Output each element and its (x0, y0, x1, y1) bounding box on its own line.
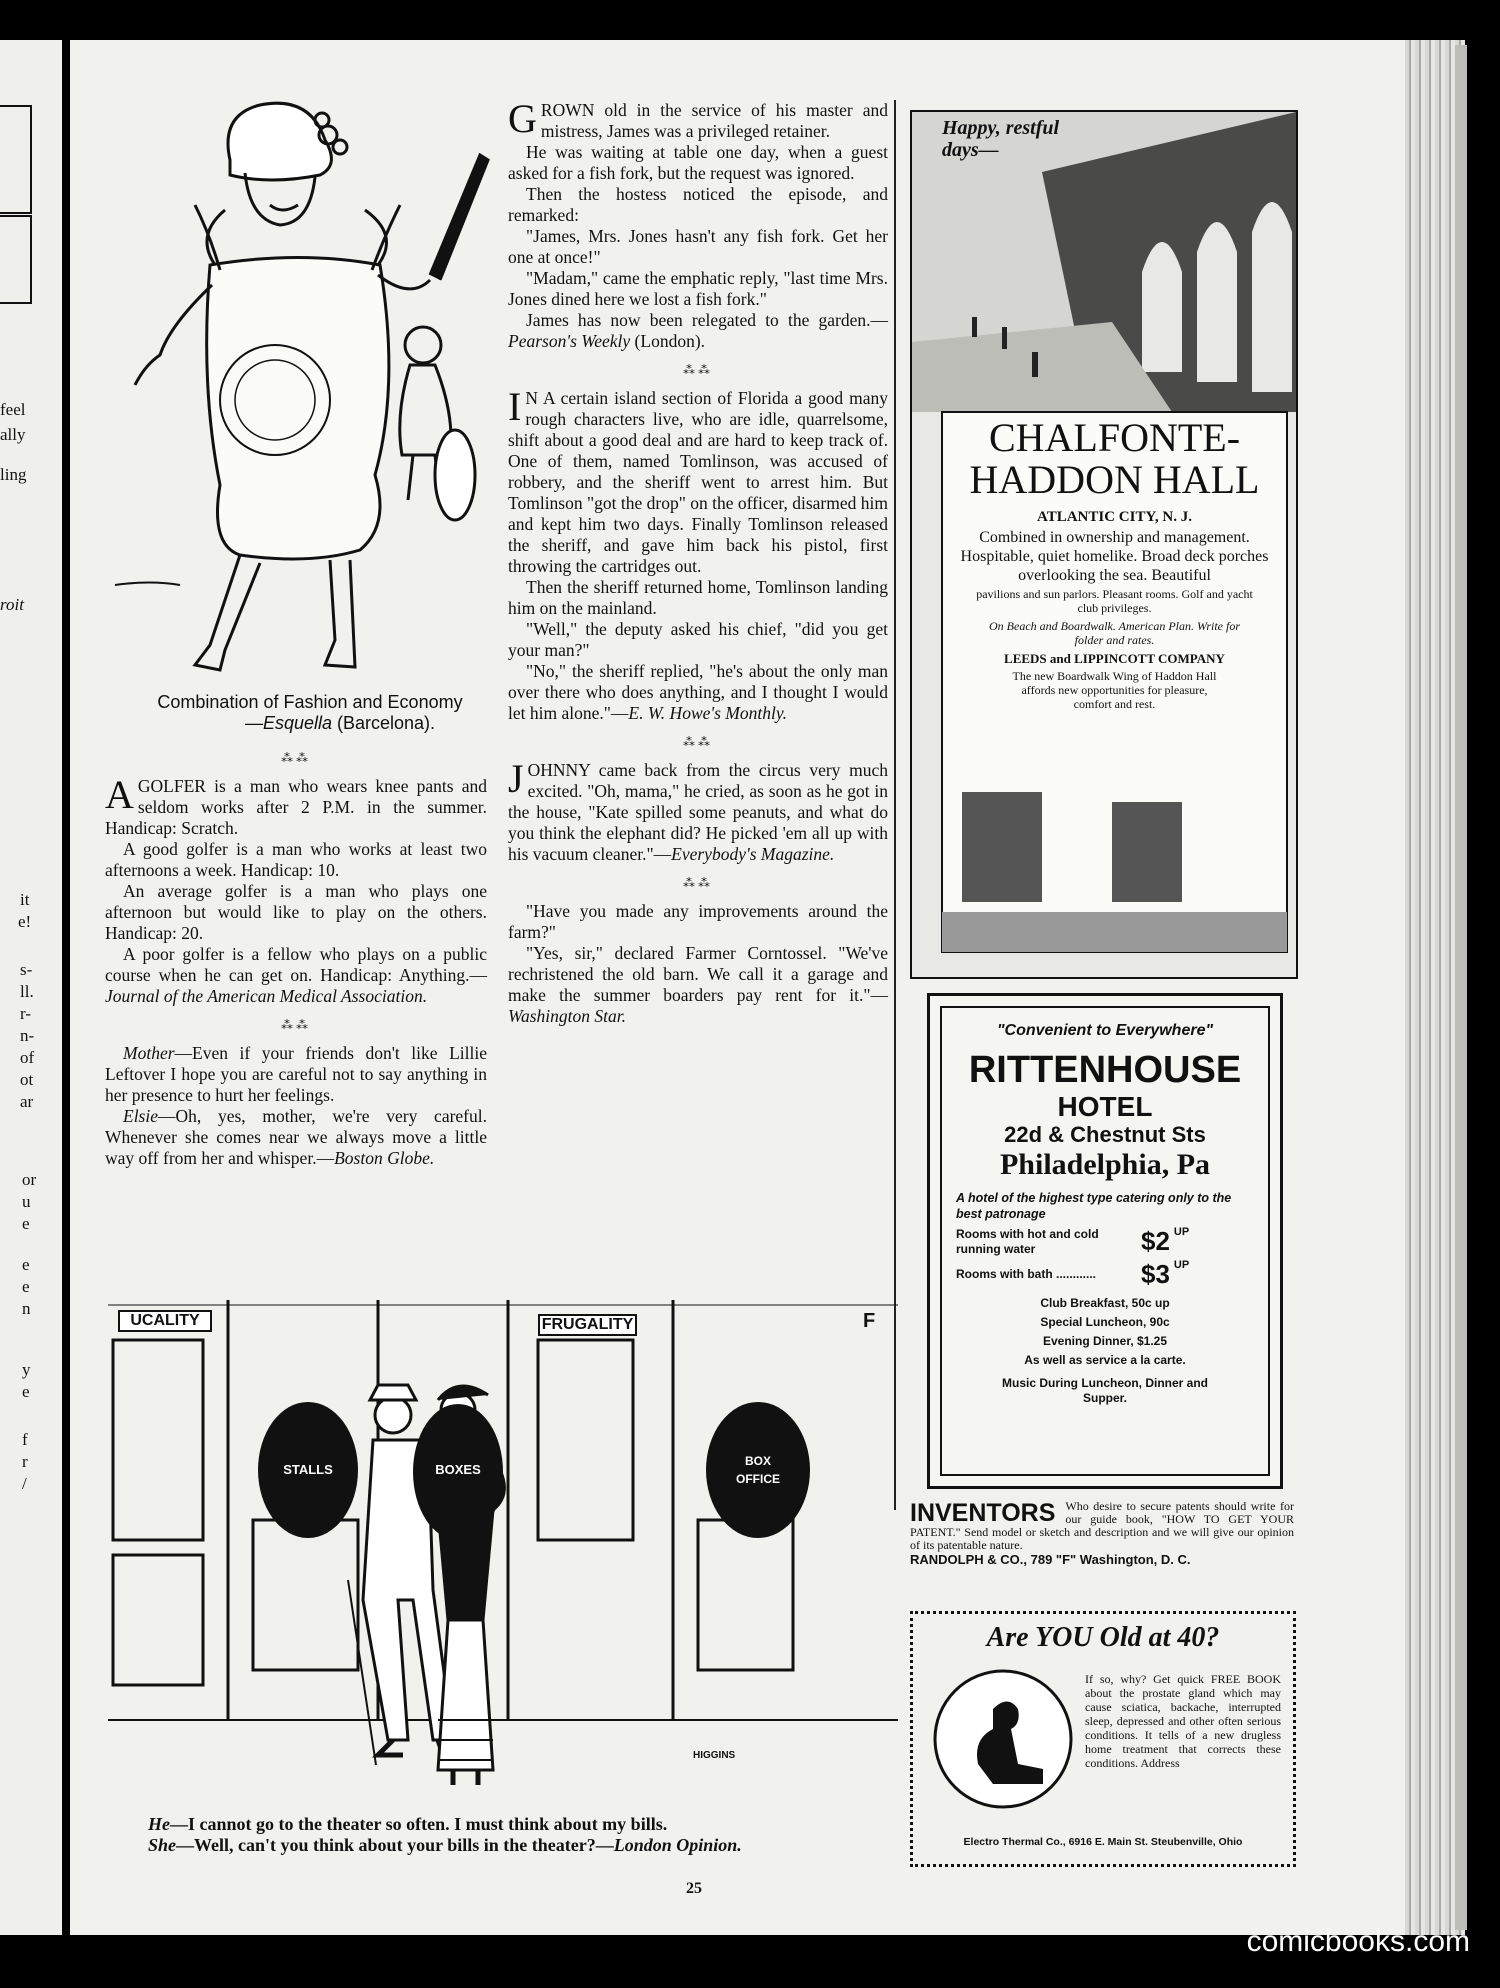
rate-price: $2 (1141, 1226, 1170, 1256)
golfer-joke-p2: A good golfer is a man who works at least two afternoons a week. Handicap: 10. (105, 839, 487, 880)
fragment-text: ot (20, 1070, 34, 1089)
tagline-line: days— (942, 139, 999, 161)
joke-text: —Even if your friends don't like Lillie Leftover I hope you are careful not to say anything in her presence to hurt her feelings. (105, 1043, 487, 1105)
artist-signature: HIGGINS (693, 1750, 736, 1761)
page-number: 25 (686, 1880, 702, 1897)
fashion-cartoon-caption (120, 692, 500, 734)
caption-line: Combination of Fashion and Economy (157, 692, 463, 712)
inventors-address: RANDOLPH & CO., 789 "F" Washington, D. C. (910, 1552, 1191, 1567)
rittenhouse-hotel: HOTEL (1057, 1091, 1153, 1122)
james-joke-p1 (508, 96, 888, 142)
fragment-text: / (22, 1474, 27, 1493)
joke-source: Everybody's Magazine. (671, 844, 835, 864)
fragment-text: roit (0, 595, 24, 614)
rittenhouse-description: A hotel of the highest type catering only to the best patronage (956, 1191, 1232, 1221)
rittenhouse-address: 22d & Chestnut Sts (1004, 1122, 1206, 1147)
theater-cartoon (108, 1300, 898, 1820)
joke-text: —Oh, yes, mother, we're very careful. Whenever she comes near we always move a little way off from her and whisper.— (105, 1106, 487, 1168)
meal-item: As well as service a la carte. (1024, 1353, 1186, 1367)
golfer-joke-p3: An average golfer is a man who plays one afternoon but would like to play on the others. Handicap: 20. (105, 881, 487, 943)
site-watermark: comicbooks.com (1246, 1925, 1470, 1958)
joke-text: GOLFER is a man who wears knee pants and seldom works after 2 P.M. in the summer. Handicap: Scratch. (105, 776, 487, 838)
hotel-company: LEEDS and LIPPINCOTT COMPANY (1004, 651, 1225, 666)
caption-text: —Well, can't you think about your bills in the theater?— (176, 1835, 614, 1855)
door-letter: F (863, 1310, 876, 1332)
divider-stars: ⁂⁂ (683, 735, 713, 749)
rate-row (942, 1222, 1268, 1257)
seated-man-icon (933, 1669, 1073, 1809)
joke-text: "Yes, sir," declared Farmer Corntossel. "We've rechristened the old barn. We call it a garage and make the summer boarders pay rent for it."— (508, 943, 888, 1005)
fragment-text: ar (20, 1092, 34, 1111)
left-page-margin (0, 40, 62, 1935)
left-page-box (0, 215, 32, 304)
chalfonte-tagline (942, 117, 1059, 161)
caption-suffix: (Barcelona). (332, 713, 436, 733)
rate-price: $3 (1141, 1259, 1170, 1289)
farm-joke-p1: "Have you made any improvements around the farm?" (508, 901, 888, 942)
ad-body: If so, why? Get quick FREE BOOK about the prostate gland which may cause sciatica, backache, interrupted sleep, depressed and other often serious conditions. It tells of a new drugless home treatment that corrects these conditions. Address (1085, 1672, 1281, 1770)
frugality-sign-left: UCALITY (118, 1310, 212, 1332)
mother-joke-p2 (105, 1106, 487, 1169)
speaker: Elsie (123, 1106, 158, 1126)
rittenhouse-frame (940, 1006, 1270, 1476)
hotel-name: CHALFONTE- (988, 415, 1241, 460)
theater-cartoon-caption (148, 1814, 888, 1856)
fragment-text: f (22, 1430, 28, 1449)
meal-item: Club Breakfast, 50c up (1040, 1296, 1170, 1310)
johnny-joke (508, 756, 888, 865)
rittenhouse-tagline: "Convenient to Everywhere" (996, 1022, 1214, 1039)
hotel-plan: On Beach and Boardwalk. American Plan. Write for folder and rates. (989, 619, 1240, 647)
fragment-text: of (20, 1048, 35, 1067)
james-joke-p2: He was waiting at table one day, when a guest asked for a fish fork, but the request was ignored. (508, 142, 888, 183)
fragment-text: or (22, 1170, 37, 1189)
joke-source: E. W. Howe's Monthly. (628, 703, 788, 723)
hotel-name: HADDON HALL (969, 457, 1260, 502)
florida-joke-p4 (508, 661, 888, 724)
tagline-line: Happy, restful (942, 117, 1060, 139)
caption-source: London Opinion. (613, 1835, 742, 1855)
joke-text: James has now been relegated to the garden.— (526, 310, 888, 330)
joke-text: A poor golfer is a fellow who plays on a public course when he can get on. Handicap: Anything.— (105, 944, 487, 985)
chalfonte-ad-text (942, 417, 1287, 713)
golfer-joke-p1 (105, 772, 487, 839)
rate-label: Rooms with hot and cold running water (956, 1226, 1099, 1256)
joke-text: N A certain island section of Florida a good many rough characters live, who are idle, quarrelsome, shift about a good deal and are hard to keep track of. One of them, named Tomlinson, was accused of robbery, and the sheriff went to arrest him. But Tomlinson "got the drop" on the officer, disarmed him and kept him two days. Finally Tomlinson released the sheriff, and gave him back his pistol, first throwing the cartridges out. (508, 388, 888, 576)
joke-text: OHNNY came back from the circus very much excited. "Oh, mama," he cried, as soon as he got in the house, "Kate spilled some peanuts, and what do you think the elephant did? He picked 'em all up with his vacuum cleaner."— (508, 760, 888, 864)
fragment-text: ll. (20, 982, 34, 1001)
rittenhouse-name: RITTENHOUSE (968, 1049, 1242, 1091)
box-office-line: OFFICE (736, 1472, 780, 1486)
joke-source: Pearson's Weekly (508, 331, 631, 351)
fragment-text: r (22, 1452, 28, 1471)
caption-dash: — (244, 713, 263, 733)
music-note: Music During Luncheon, Dinner and Supper. (1002, 1376, 1209, 1405)
inventors-ad (910, 1500, 1294, 1592)
james-joke-p3: Then the hostess noticed the episode, and remarked: (508, 184, 888, 225)
drop-cap: G (508, 96, 537, 141)
rate-up: UP (1173, 1226, 1190, 1238)
divider-stars: ⁂⁂ (281, 751, 311, 765)
left-column (105, 740, 487, 1169)
golfer-joke-p4 (105, 944, 487, 1007)
boxes-label: BOXES (435, 1462, 481, 1477)
joke-source: Boston Globe. (334, 1148, 435, 1168)
hotel-location: ATLANTIC CITY, N. J. (1036, 509, 1193, 525)
fragment-text: ally (0, 425, 26, 444)
caption-text: —I cannot go to the theater so often. I must think about my bills. (170, 1814, 668, 1834)
divider-stars: ⁂⁂ (281, 1018, 311, 1032)
james-joke-p6 (508, 310, 888, 352)
fragment-text: e (22, 1255, 30, 1274)
fragment-text: e (22, 1382, 30, 1401)
rittenhouse-city: Philadelphia, Pa (999, 1148, 1211, 1181)
caption-source: Esquella (262, 713, 332, 733)
theater-cartoon-drawing (108, 1300, 898, 1820)
fragment-text: it (20, 890, 30, 909)
ad-headline: Are YOU Old at 40? (986, 1622, 1220, 1653)
joke-text: "No," the sheriff replied, "he's about the only man over there who does anything, and I thought I would let him alone."— (508, 661, 888, 723)
mother-joke-p1 (105, 1043, 487, 1106)
fragment-text: e (22, 1214, 30, 1233)
column-rule (894, 100, 896, 1510)
joke-source: Journal of the American Medical Association. (105, 986, 428, 1006)
fragment-text: s- (20, 960, 33, 979)
meal-list (942, 1294, 1268, 1370)
joke-source-suffix: (London). (630, 331, 706, 351)
fragment-text: e (22, 1277, 30, 1296)
rittenhouse-hotel-ad (927, 993, 1283, 1489)
fragment-text: u (22, 1192, 31, 1211)
fragment-text: ling (0, 465, 27, 484)
meal-item: Evening Dinner, $1.25 (1042, 1334, 1168, 1348)
fragment-text: feel (0, 400, 26, 419)
fragment-text: y (22, 1360, 31, 1379)
chalfonte-haddon-hall-ad (910, 110, 1298, 979)
fragment-text: e! (18, 912, 32, 931)
hotel-amenities: pavilions and sun parlors. Pleasant rooms. Golf and yacht club privileges. (976, 587, 1253, 615)
fashion-cartoon (110, 85, 490, 690)
hotel-wing-note: The new Boardwalk Wing of Haddon Hall affords new opportunities for pleasure, comfort and rest. (1012, 669, 1217, 711)
speaker: Mother (123, 1043, 175, 1063)
fragment-text: r- (20, 1004, 31, 1023)
farm-joke-p2 (508, 943, 888, 1027)
speaker: She (148, 1835, 177, 1855)
inventors-body: Who desire to secure patents should write for our guide book, "HOW TO GET YOUR PATENT." Send model or sketch and description and we will give our opinion of its patentable nature. (910, 1499, 1294, 1552)
old-at-40-ad (910, 1611, 1296, 1867)
inventors-title: INVENTORS (910, 1499, 1056, 1527)
james-joke-p5: "Madam," came the emphatic reply, "last time Mrs. Jones dined here we lost a fish fork." (508, 268, 888, 309)
left-page-box (0, 105, 32, 214)
meal-item: Special Luncheon, 90c (1040, 1315, 1170, 1329)
frugality-sign-right: FRUGALITY (538, 1314, 637, 1336)
page-edges (1455, 45, 1467, 1930)
middle-column (508, 96, 888, 1027)
hotel-description: Combined in ownership and management. Hospitable, quiet homelike. Broad deck porches overlooking the sea. Beautiful (960, 529, 1269, 584)
drop-cap: I (508, 384, 522, 429)
stalls-label: STALLS (283, 1462, 333, 1477)
florida-joke-p2: Then the sheriff returned home, Tomlinson landing him on the mainland. (508, 577, 888, 618)
fragment-text: n- (20, 1026, 35, 1045)
ad-address: Electro Thermal Co., 6916 E. Main St. Steubenville, Ohio (963, 1836, 1243, 1848)
james-joke-p4: "James, Mrs. Jones hasn't any fish fork. Get her one at once!" (508, 226, 888, 267)
joke-text: ROWN old in the service of his master and mistress, James was a privileged retainer. (540, 100, 888, 141)
drop-cap: J (508, 756, 524, 801)
box-office-label (708, 1452, 808, 1488)
rate-up: UP (1173, 1259, 1190, 1271)
speaker: He (148, 1814, 170, 1834)
joke-source: Washington Star. (508, 1006, 626, 1026)
rate-row (942, 1257, 1268, 1290)
box-office-line: BOX (744, 1454, 771, 1468)
fragment-text: n (22, 1299, 31, 1318)
rate-label: Rooms with bath ............ (956, 1267, 1097, 1281)
florida-joke-p3: "Well," the deputy asked his chief, "did you get your man?" (508, 619, 888, 660)
florida-joke-p1 (508, 384, 888, 577)
divider-stars: ⁂⁂ (683, 363, 713, 377)
drop-cap: A (105, 772, 134, 817)
divider-stars: ⁂⁂ (683, 876, 713, 890)
